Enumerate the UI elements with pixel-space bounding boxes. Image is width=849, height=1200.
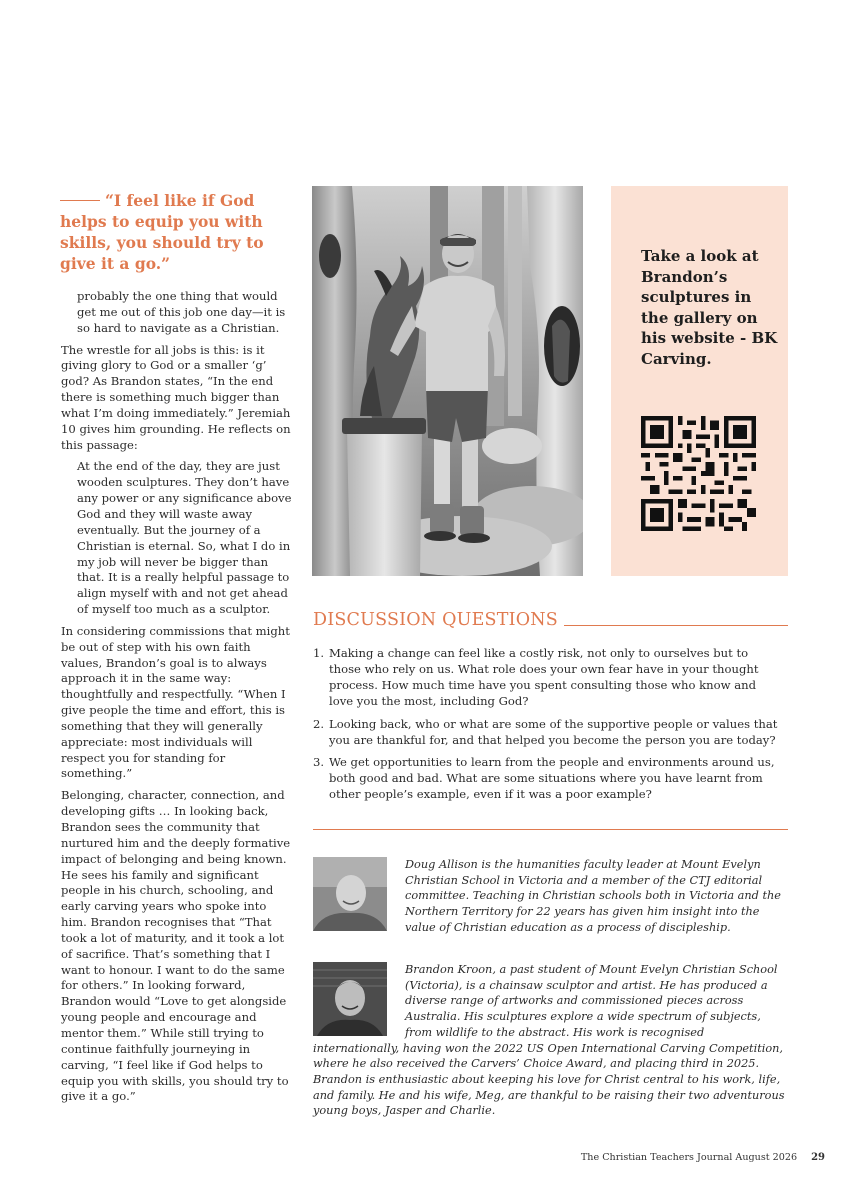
article-left-column [61, 289, 293, 1111]
discussion-questions-list [313, 646, 783, 810]
article-paragraph: In considering commissions that might be out of step with his own faith values, Brandon’s goal is to always approach it in the same way: thoughtfully and respectfully. “When I give people the time and effort, this is something that they will generally appreciate: most individuals will respect you for standing for something.” [61, 623, 290, 781]
article-paragraph: The wrestle for all jobs is this: is it giving glory to God or a smaller ‘g’ god? As Brandon states, “In the end there is something much bigger than what I’m doing immediately.” Jeremiah 10 gives him grounding. He reflects on this passage: [61, 342, 291, 452]
bio-brandon-kroon: Brandon Kroon, a past student of Mount Evelyn Christian School (Victoria), is a chainsaw sculptor and artist. He has produced a diverse range of artworks and commissioned pieces across Australia. His sculptures explore a wide spectrum of subjects, from wildlife to the abstract. His work is recognised internationally, having won the 2022 US Open International Carving Competition, where he also received the Carvers’ Choice Award, and placing third in 2025. Brandon is enthusiastic about keeping his love for Christ central to his work, life, and family. He and his wife, Meg, are thankful to be raising their two adventurous young boys, Jasper and Charlie. [313, 963, 785, 1118]
question-number: 3. [313, 755, 325, 770]
gallery-callout [611, 186, 788, 576]
pull-quote-rule [60, 200, 100, 201]
question-text: Looking back, who or what are some of the supportive people or values that you are thankful for, and that helped you become the person you are today? [329, 716, 778, 747]
pull-quote [60, 190, 300, 274]
question-text: Making a change can feel like a costly risk, not only to ourselves but to those who rely on us. What role does your own fear have in your thought process. How much time have you spent consulting those who know and love you the most, including God? [329, 646, 759, 708]
section-divider [313, 829, 788, 830]
block-quote-paragraph: At the end of the day, they are just wooden sculptures. They don’t have any power or any significance above God and they will waste away eventually. But the journey of a Christian is eternal. So, what I do in my job will never be bigger than that. It is a really helpful passage to align myself with and not get ahead of myself too much as a sculptor. [77, 459, 292, 617]
sculptor-photo-illustration [312, 186, 583, 576]
discussion-questions-heading [313, 610, 788, 630]
page-footer [581, 1152, 825, 1163]
page-number: 29 [811, 1152, 825, 1163]
question-number: 1. [313, 646, 325, 660]
sculptor-photo [312, 186, 583, 576]
gallery-callout-text: Take a look at Brandon’s sculptures in the gallery on his website - BK Carving. [641, 247, 778, 368]
avatar-doug-allison [313, 857, 387, 931]
discussion-questions-title: DISCUSSION QUESTIONS [313, 610, 558, 630]
heading-rule [564, 625, 788, 626]
article-paragraph: Belonging, character, connection, and developing gifts … In looking back, Brandon sees the community that nurtured him and the deeply formative impact of belonging and being known. He sees his family and significant people in his church, schooling, and early carving years who spoke into him. Brandon recognises that “That took a lot of maturity, and it took a lot of sacrifice. That’s something that I want to honour. I want to do the same for others.” In looking forward, Brandon would “Love to get alongside young people and encourage and mentor them.” While still trying to continue faithfully journeying in carving, “I feel like if God helps to equip you with skills, you should try to give it a go.” [61, 788, 291, 1104]
bio-brandon-kroon-wrap [313, 962, 790, 1119]
list-item [313, 755, 783, 803]
journal-name: The Christian Teachers Journal August 2026 [580, 1152, 798, 1163]
pull-quote-text: “I feel like if God helps to equip you with skills, you should try to give it a go.” [60, 191, 264, 273]
question-number: 2. [313, 716, 325, 731]
bio-doug-allison: Doug Allison is the humanities faculty leader at Mount Evelyn Christian School in Victoria and a member of the CTJ editorial committee. Teaching in Christian schools both in Victoria and the Northern Territory for 22 years has given him insight into the value of Christian education as a process of discipleship. [405, 858, 781, 934]
question-text: We get opportunities to learn from the people and environments around us, both good and bad. What are some situations where you have learnt from other people’s example, even if it was a poor example? [329, 755, 775, 802]
list-item [313, 646, 783, 710]
qr-code-icon[interactable] [641, 416, 756, 531]
list-item [313, 717, 783, 749]
article-paragraph: probably the one thing that would get me out of this job one day—it is so hard to navigate as a Christian. [77, 289, 286, 335]
